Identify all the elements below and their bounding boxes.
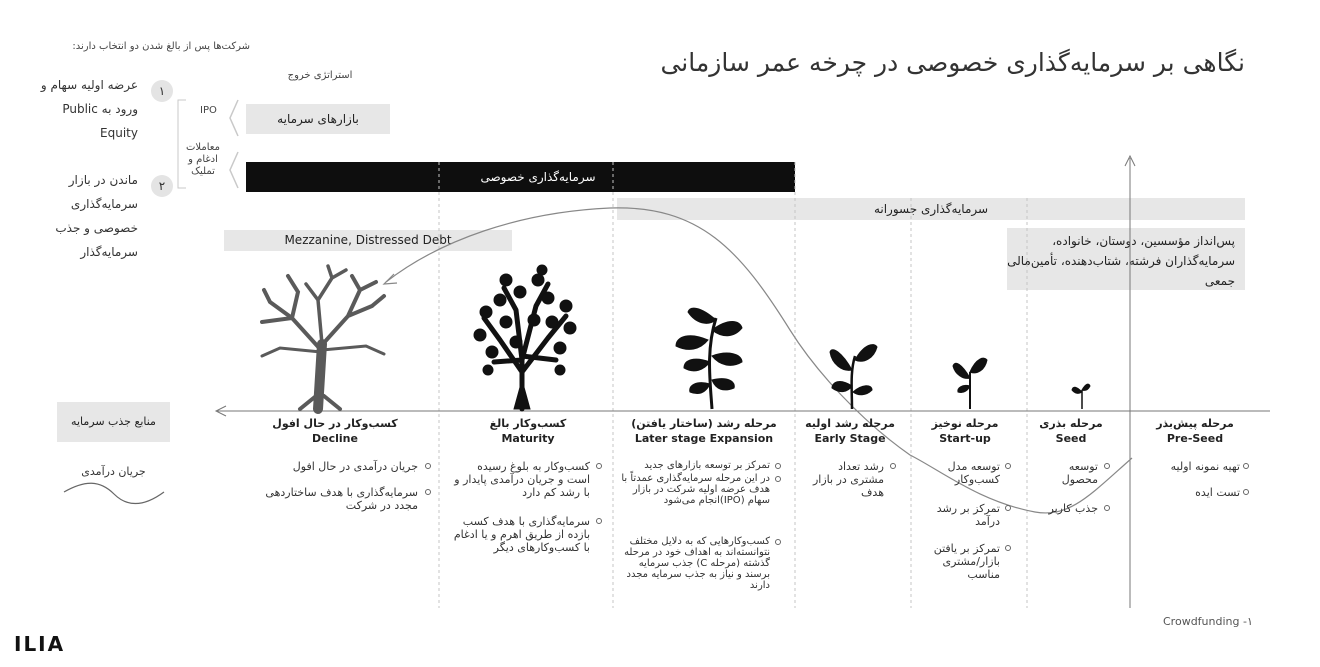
stage-maturity-title [450,416,606,446]
list-item: کسب‌وکارهایی که به دلایل مختلف نتوانسته‌اند به اهداف خود در مرحله گذشته (مرحله C) جذب سرمایه برسند و نیاز به جذب سرمایه مجدد دارند [624,536,770,591]
stage-early-title-fa: مرحله رشد اولیه [805,417,895,430]
option-2-number: ۲ [151,175,173,197]
page-title: نگاهی بر سرمایه‌گذاری خصوصی در چرخه عمر سازمانی [660,48,1245,77]
list-item: تمرکز بر رشد درآمد [936,502,1000,528]
exit-strategy-label: استراتژی خروج [287,70,353,81]
stage-seed-title-en: Seed [1055,432,1087,445]
venture-capital-bar: سرمایه‌گذاری جسورانه [617,198,1245,220]
bare-tree-icon [262,266,384,409]
option-2-text: ماندن در بازار سرمایه‌گذاری خصوصی و جذب سرمایه‌گذار [55,173,138,259]
stage-maturity-title-fa: کسب‌وکار بالغ [489,417,567,430]
brand-logo: ILIA [14,632,66,656]
exit-note: شرکت‌ها پس از بالغ شدن دو انتخاب دارند: [72,41,250,52]
plant-icon [676,308,742,409]
list-item: رشد تعداد مشتری در بازار هدف [812,460,884,499]
option-1-text: عرضه اولیه سهام و ورود به Public Equity [40,78,138,140]
stage-expansion-title [620,416,788,446]
leafy-tree-icon [474,265,576,409]
stage-early-title [800,416,900,446]
ipo-label: IPO [200,105,217,116]
revenue-stream-legend: جریان درآمدی [81,465,146,478]
private-equity-label: سرمایه‌گذاری خصوصی [480,170,596,184]
stage-early-title-en: Early Stage [814,432,886,445]
stage-decline-title-en: Decline [312,432,358,445]
list-item: در این مرحله سرمایه‌گذاری عمدتاً با هدف عرضه اولیه شرکت در بازار سهام (IPO)انجام می‌شود [621,473,770,506]
list-item: تمرکز بر توسعه بازارهای جدید [644,460,770,471]
list-item: تهیه نمونه اولیه [1170,460,1240,473]
capital-sources-legend: منابع جذب سرمایه [57,402,170,442]
ipo-chevron [230,100,238,136]
sprout-icon [1072,384,1090,409]
mezzanine-bar: Mezzanine, Distressed Debt [224,230,512,251]
stage-seed-title-fa: مرحله بذری [1039,417,1103,430]
young-plant-icon [830,345,877,409]
stage-decline-title-fa: کسب‌وکار در حال افول [272,417,398,430]
option-1-number: ۱ [151,80,173,102]
list-item: تست ایده [1195,486,1240,499]
stage-expansion-title-fa: مرحله رشد (ساختار یافتن) [631,417,777,430]
list-item: سرمایه‌گذاری با هدف ساختاردهی مجدد در شرکت [265,486,418,512]
seed-funding-box: پس‌انداز مؤسسین، دوستان، خانواده، سرمایه‌گذاران فرشته، شتاب‌دهنده، تأمین‌مالی جمعی [1007,228,1245,290]
stage-decline-title [250,416,420,446]
revenue-wave-icon [64,483,164,503]
stage-seed-title [1030,416,1112,446]
seedling-icon [953,358,987,409]
stage-startup-title-fa: مرحله نوخیز [931,417,999,430]
stage-pre-seed-title [1140,416,1250,446]
stage-startup-title-en: Start-up [939,432,991,445]
list-item: تمرکز بر یافتن بازار/مشتری مناسب [933,542,1000,581]
list-item: سرمایه‌گذاری با هدف کسب بازده از طریق اهرم و یا ادغام با کسب‌وکارهای دیگر [453,515,590,554]
stage-pre-seed-title-fa: مرحله پیش‌بذر [1156,417,1234,430]
ma-label: معاملات ادغام و تملیک [186,142,220,177]
list-item: جذب کاربر [1048,502,1098,515]
stage-startup-title [920,416,1010,446]
capital-markets-box: بازارهای سرمایه [246,104,390,134]
list-item: توسعه محصول [1061,460,1098,486]
footnote: Crowdfunding -۱ [1163,615,1253,628]
stage-pre-seed-title-en: Pre-Seed [1166,432,1224,445]
stage-expansion-title-en: Later stage Expansion [634,432,774,445]
list-item: جریان درآمدی در حال افول [292,460,418,473]
ma-chevron [230,152,238,188]
stage-maturity-title-en: Maturity [501,432,555,445]
list-item: کسب‌وکار به بلوغ رسیده است و جریان درآمدی پایدار و با رشد کم دارد [454,460,590,499]
exit-bracket [178,100,186,188]
list-item: توسعه مدل کسب‌وکار [947,460,1000,486]
